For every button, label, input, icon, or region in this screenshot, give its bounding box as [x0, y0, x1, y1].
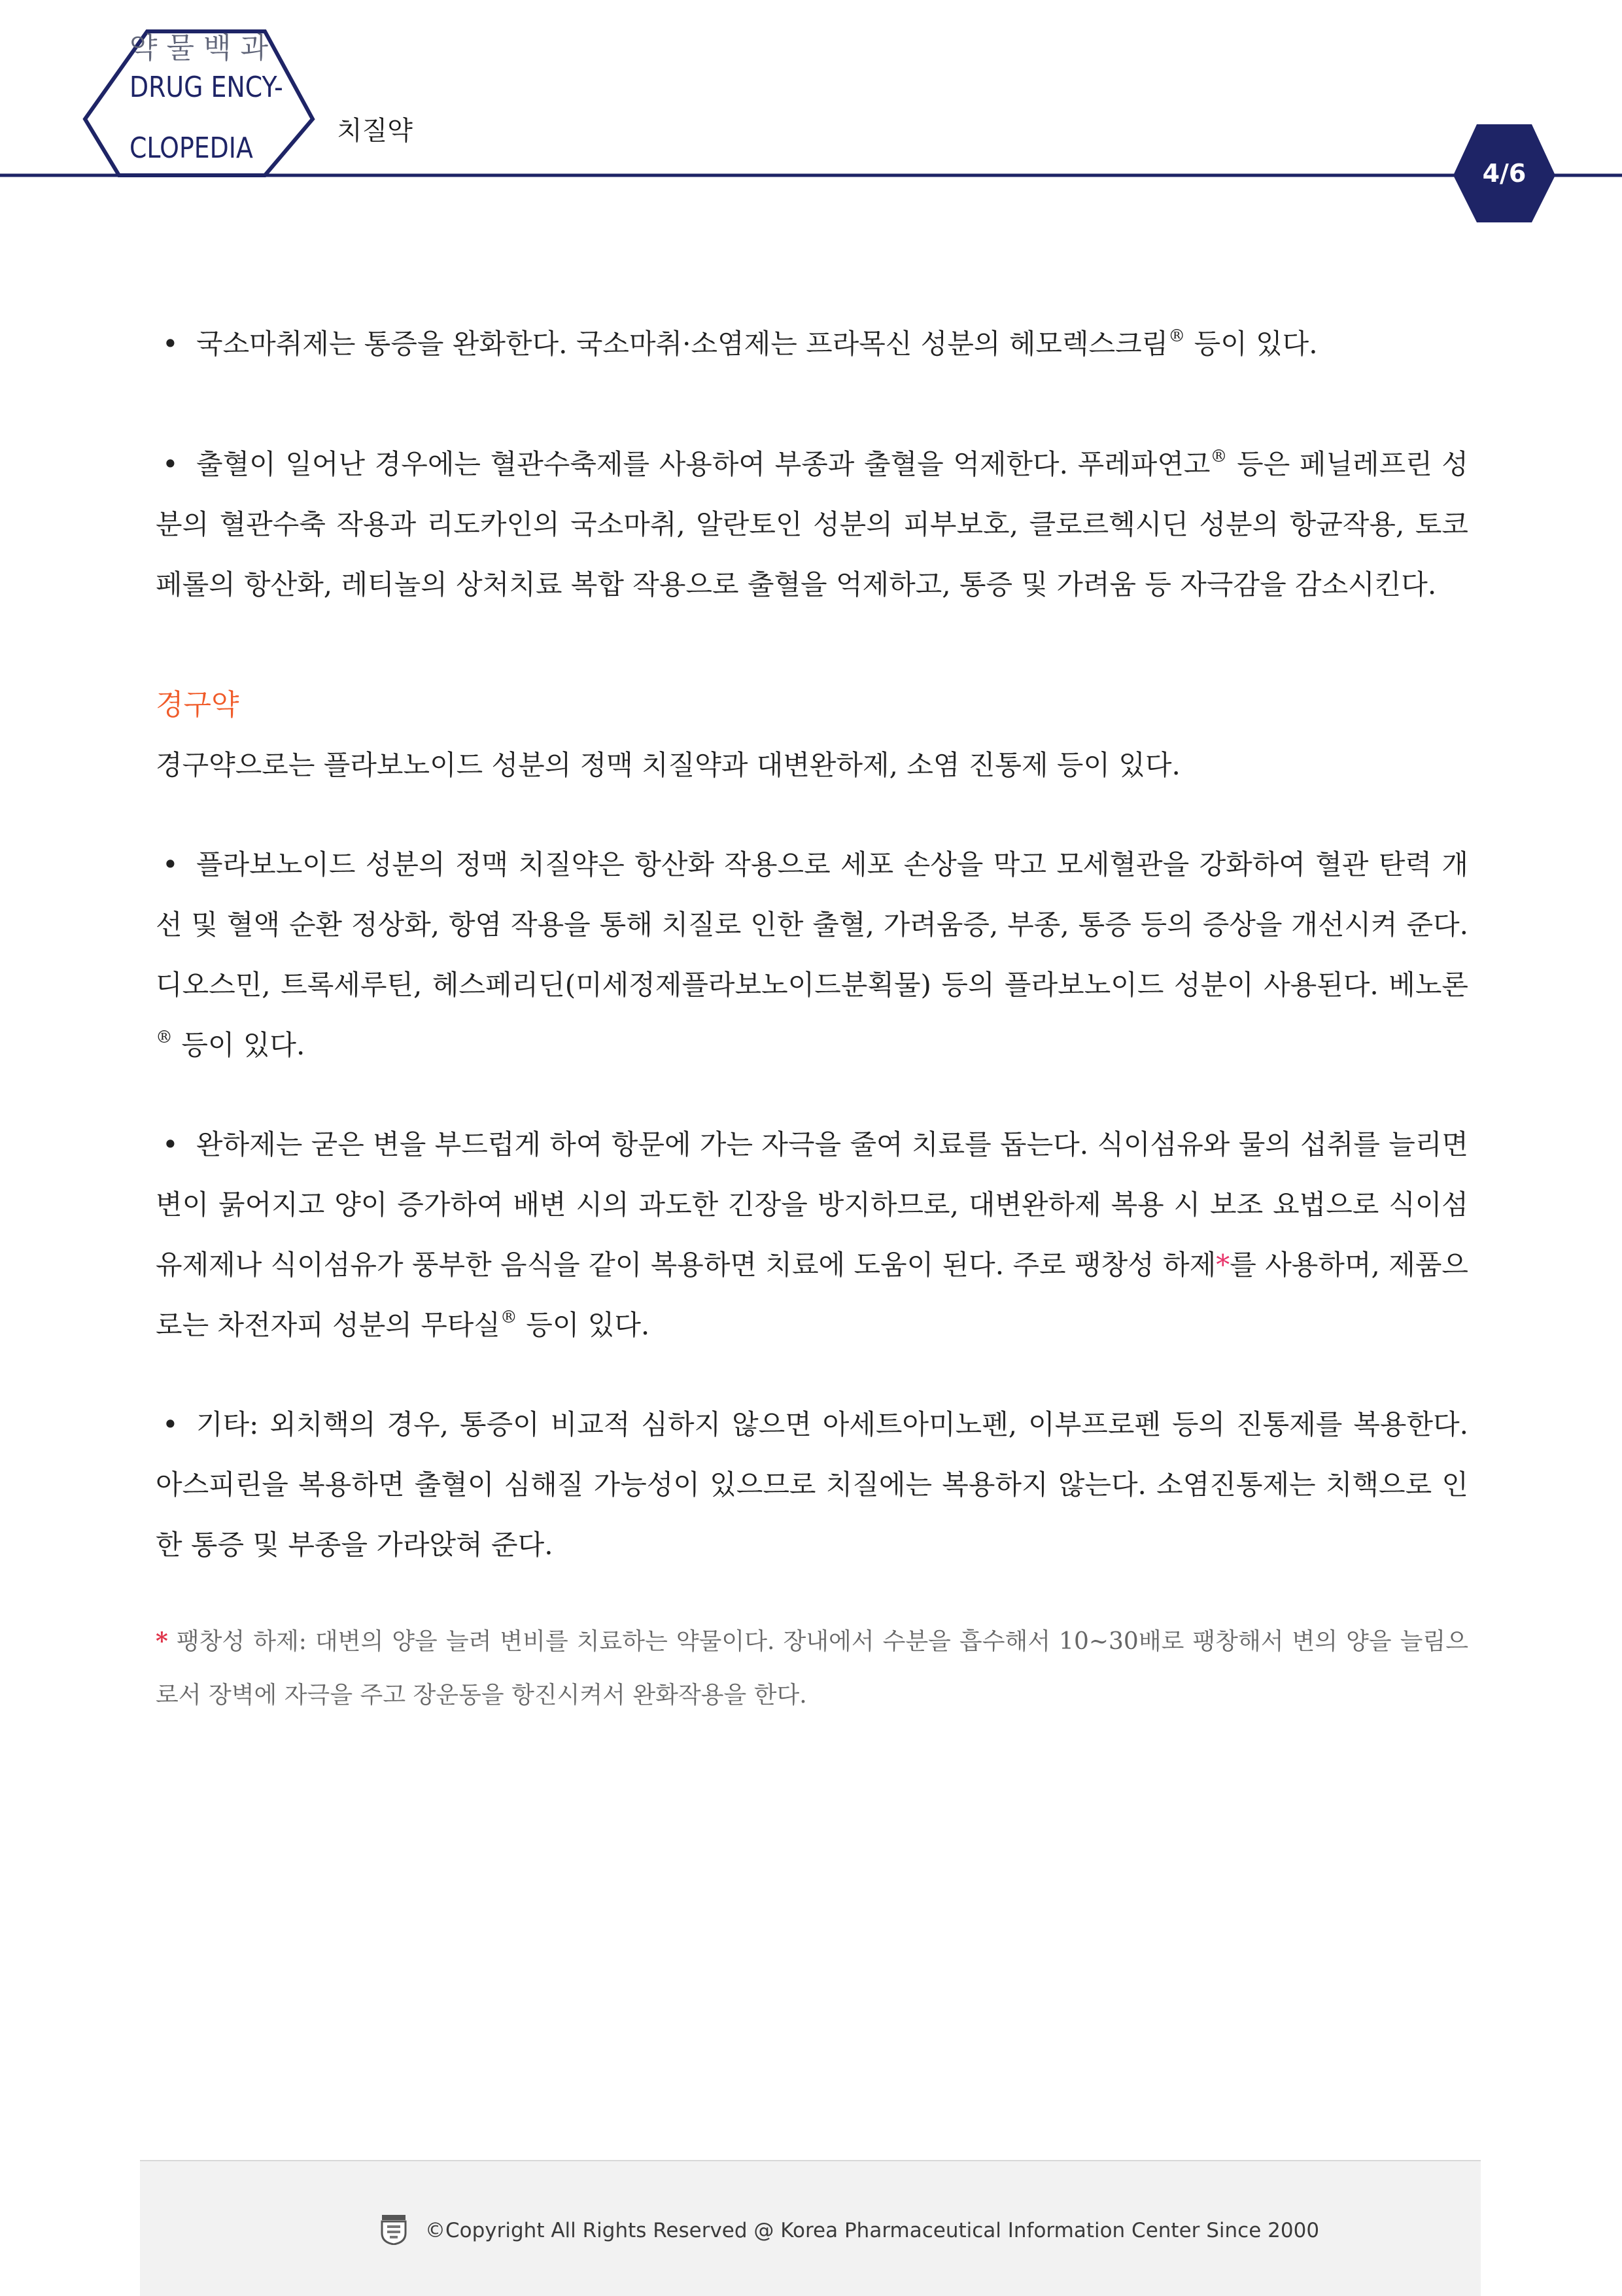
- bullet: •: [162, 1128, 179, 1160]
- registered-mark: ®: [1168, 326, 1186, 346]
- paragraph-other: • 기타: 외치핵의 경우, 통증이 비교적 심하지 않으면 아세트아미노펜, 이부프로펜 등의 진통제를 복용한다. 아스피린을 복용하면 출혈이 심해질 가능성이 있으므로 치질에는 복용하지 않는다. 소염진통제는 치핵으로 인한 통증 및 부종을 가라앉혀 준다.: [156, 1395, 1468, 1575]
- footnote-star: *: [156, 1627, 168, 1655]
- page-footer: [140, 2160, 1481, 2296]
- registered-mark: ®: [1210, 447, 1228, 466]
- logo-english-line2: CLOPEDIA: [129, 131, 253, 165]
- bullet: •: [162, 448, 179, 480]
- paragraph-local-anesthetic: • 국소마취제는 통증을 완화한다. 국소마취·소염제는 프라목신 성분의 헤모렉스크림® 등이 있다.: [156, 314, 1468, 374]
- logo-english-line1: DRUG ENCY-: [129, 71, 283, 104]
- page-header: [0, 0, 1622, 222]
- footnote-marker: *: [1216, 1249, 1230, 1281]
- paragraph-flavonoid: • 플라보노이드 성분의 정맥 치질약은 항산화 작용으로 세포 손상을 막고 모세혈관을 강화하여 혈관 탄력 개선 및 혈액 순환 정상화, 항염 작용을 통해 치질로 인한 출혈, 가려움증, 부종, 통증 등의 증상을 개선시켜 준다. 디오스민, 트록세루틴, 헤스페리딘(미세정제플라보노이드분획물) 등의 플라보노이드 성분이 사용된다. 베노론® 등이 있다.: [156, 835, 1468, 1075]
- paragraph-oral-intro: 경구약으로는 플라보노이드 성분의 정맥 치질약과 대변완하제, 소염 진통제 등이 있다.: [156, 749, 1181, 781]
- registered-mark: ®: [500, 1308, 517, 1327]
- paragraph-laxative: • 완하제는 굳은 변을 부드럽게 하여 항문에 가는 자극을 줄여 치료를 돕는다. 식이섬유와 물의 섭취를 늘리면 변이 묽어지고 양이 증가하여 배변 시의 과도한 긴장을 방지하므로, 대변완하제 복용 시 보조 요법으로 식이섬유제제나 식이섬유가 풍부한 음식을 같이 복용하면 치료에 도움이 된다. 주로 팽창성 하제*를 사용하며, 제품으로는 차전자피 성분의 무타실® 등이 있다.: [156, 1115, 1468, 1355]
- section-title-oral: 경구약: [156, 688, 239, 722]
- paragraph-vasoconstrictor: • 출혈이 일어난 경우에는 혈관수축제를 사용하여 부종과 출혈을 억제한다. 푸레파연고® 등은 페닐레프린 성분의 혈관수축 작용과 리도카인의 국소마취, 알란토인 성분의 피부보호, 클로르헥시딘 성분의 항균작용, 토코페롤의 항산화, 레티놀의 상처치료 복합 작용으로 출혈을 억제하고, 통증 및 가려움 등 자극감을 감소시킨다.: [156, 434, 1468, 615]
- footnote: * 팽창성 하제: 대변의 양을 늘려 변비를 치료하는 약물이다. 장내에서 수분을 흡수해서 10~30배로 팽창해서 변의 양을 늘림으로서 장벽에 자극을 주고 장운동을 항진시켜서 완화작용을 한다.: [156, 1627, 1468, 1709]
- registered-mark: ®: [156, 1028, 173, 1047]
- main-content: [156, 314, 1468, 1722]
- copyright-text: ©Copyright All Rights Reserved @ Korea Pharmaceutical Information Center Since 2000: [425, 2219, 1320, 2242]
- emblem-icon: [379, 2214, 408, 2245]
- page-indicator: 4/6: [1482, 159, 1527, 188]
- document-title: 치질약: [337, 116, 413, 146]
- logo-korean: 약물백과: [129, 31, 278, 65]
- bullet: •: [162, 848, 179, 880]
- bullet: •: [162, 328, 179, 360]
- bullet: •: [162, 1408, 179, 1440]
